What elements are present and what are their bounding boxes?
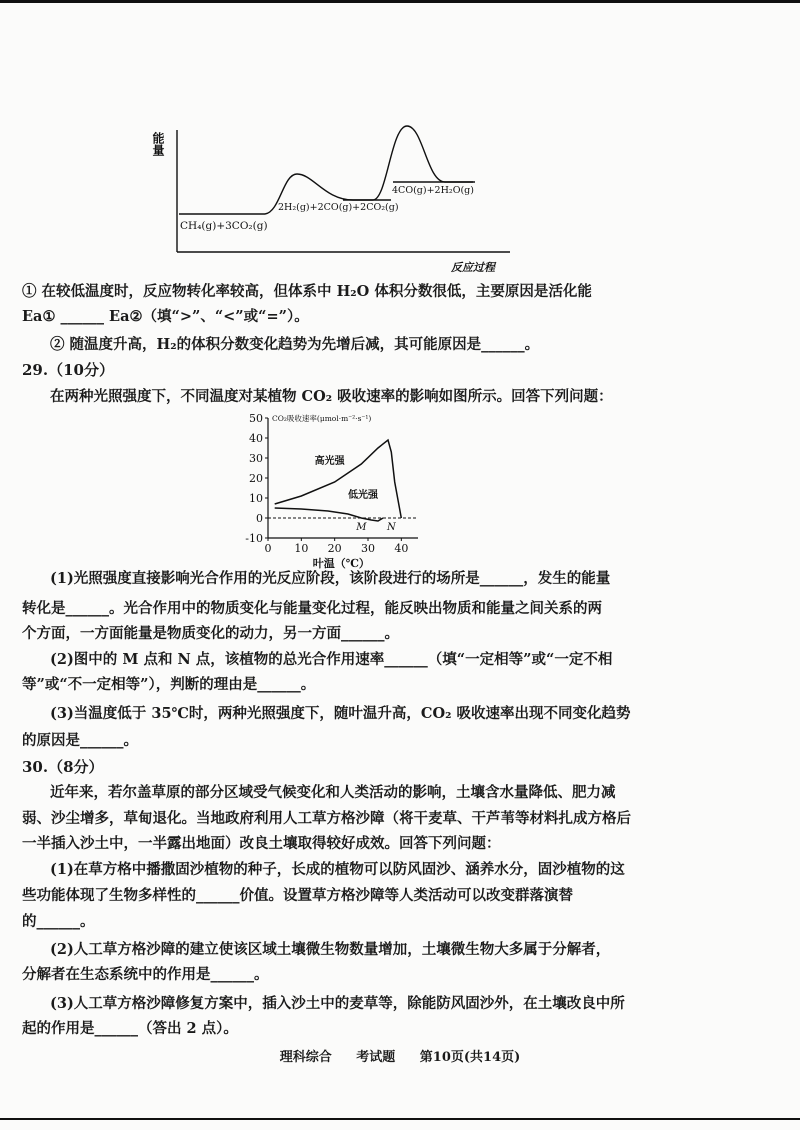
y-tick-label: 0	[256, 512, 263, 525]
q30-s3-line2: 起的作用是______（答出 2 点）。	[22, 1020, 238, 1037]
q28-part1-line2: Ea① ______ Ea②（填“>”、“<”或“=”）。	[22, 308, 309, 325]
co2-chart	[238, 410, 438, 570]
level-3-label: 4CO(g)+2H₂O(g)	[392, 185, 474, 196]
series-high-light-line	[275, 440, 402, 518]
q29-s2-line1: (2)图中的 M 点和 N 点，该植物的总光合作用速率______（填“一定相等”或“一定不相	[50, 651, 613, 668]
y-tick-label: 50	[249, 412, 263, 425]
q29-intro: 在两种光照强度下，不同温度对某植物 CO₂ 吸收速率的影响如图所示。回答下列问题：	[50, 388, 613, 405]
q29-s2-line2: 等”或“不一定相等”），判断的理由是______。	[22, 676, 316, 693]
bottom-rule	[0, 1118, 800, 1120]
y-tick-label: 20	[249, 472, 263, 485]
q30-s3-line1: (3)人工草方格沙障修复方案中，插入沙土中的麦草等，除能防风固沙外，在土壤改良中所	[50, 995, 625, 1012]
page-footer	[0, 1046, 800, 1065]
y-tick-label: 30	[249, 452, 263, 465]
q29-header: 29.（10分）	[22, 361, 114, 379]
q30-s1-line1: (1)在草方格中播撒固沙植物的种子，长成的植物可以防风固沙、涵养水分，固沙植物的这	[50, 861, 625, 878]
q30-s2-line1: (2)人工草方格沙障的建立使该区域土壤微生物数量增加，土壤微生物大多属于分解者，	[50, 941, 611, 958]
level-2-label: 2H₂(g)+2CO(g)+2CO₂(g)	[278, 202, 399, 213]
y-tick-label: 40	[249, 432, 263, 445]
energy-y-label: 能量	[151, 132, 165, 156]
q30-header: 30.（8分）	[22, 758, 104, 776]
q29-s1-line1: (1)光照强度直接影响光合作用的光反应阶段，该阶段进行的场所是______，发生的能量	[50, 570, 611, 587]
x-tick-label: 40	[394, 542, 409, 555]
energy-x-label: 反应过程	[451, 261, 495, 274]
q29-s3-line1: (3)当温度低于 35℃时，两种光照强度下，随叶温升高，CO₂ 吸收速率出现不同变化趋势	[50, 705, 631, 722]
chart-title: CO₂吸收速率(μmol·m⁻²·s⁻¹)	[272, 414, 372, 423]
level-1-label: CH₄(g)+3CO₂(g)	[180, 220, 268, 232]
energy-diagram	[151, 112, 525, 277]
series-low-light-line	[275, 508, 383, 521]
q29-s3-line2: 的原因是______。	[22, 732, 138, 749]
footer-subject: 理科综合	[279, 1050, 332, 1065]
q29-s1-line2: 转化是______。光合作用中的物质变化与能量变化过程，能反映出物质和能量之间关系的两	[22, 600, 602, 617]
q28-part2: ② 随温度升高，H₂的体积分数变化趋势为先增后减，其可能原因是______。	[50, 336, 540, 353]
point-n-label: N	[386, 522, 396, 533]
q30-s1-line3: 的______。	[22, 913, 95, 930]
q30-s2-line2: 分解者在生态系统中的作用是______。	[22, 966, 269, 983]
series-high-light-label: 高光强	[314, 456, 345, 467]
footer-paper: 考试题	[356, 1050, 396, 1065]
top-rule	[0, 0, 800, 3]
q28-part1-line1: ① 在较低温度时，反应物转化率较高，但体系中 H₂O 体积分数很低，主要原因是活化能	[22, 283, 592, 300]
q30-intro-line2: 弱、沙尘增多，草甸退化。当地政府利用人工草方格沙障（将干麦草、干芦苇等材料扎成方格后	[22, 810, 631, 827]
x-tick-label: 20	[327, 542, 342, 555]
q30-intro-line1: 近年来，若尔盖草原的部分区域受气候变化和人类活动的影响，土壤含水量降低、肥力减	[50, 784, 616, 801]
chart-x-label: 叶温（℃）	[312, 557, 370, 570]
series-low-light-label: 低光强	[348, 490, 378, 501]
x-tick-label: 10	[294, 542, 309, 555]
point-m-label: M	[356, 522, 367, 533]
energy-curve	[265, 126, 473, 214]
footer-page: 第10页(共14页)	[419, 1050, 521, 1065]
x-tick-label: 30	[361, 542, 375, 555]
q30-s1-line2: 些功能体现了生物多样性的______价值。设置草方格沙障等人类活动可以改变群落演替	[22, 887, 573, 904]
y-tick-label: -10	[245, 532, 263, 545]
q29-s1-line3: 个方面，一方面能量是物质变化的动力，另一方面______。	[22, 625, 399, 642]
q30-intro-line3: 一半插入沙土中，一半露出地面）改良土壤取得较好成效。回答下列问题：	[22, 835, 501, 852]
x-tick-label: 0	[264, 542, 272, 555]
y-tick-label: 10	[249, 492, 263, 505]
